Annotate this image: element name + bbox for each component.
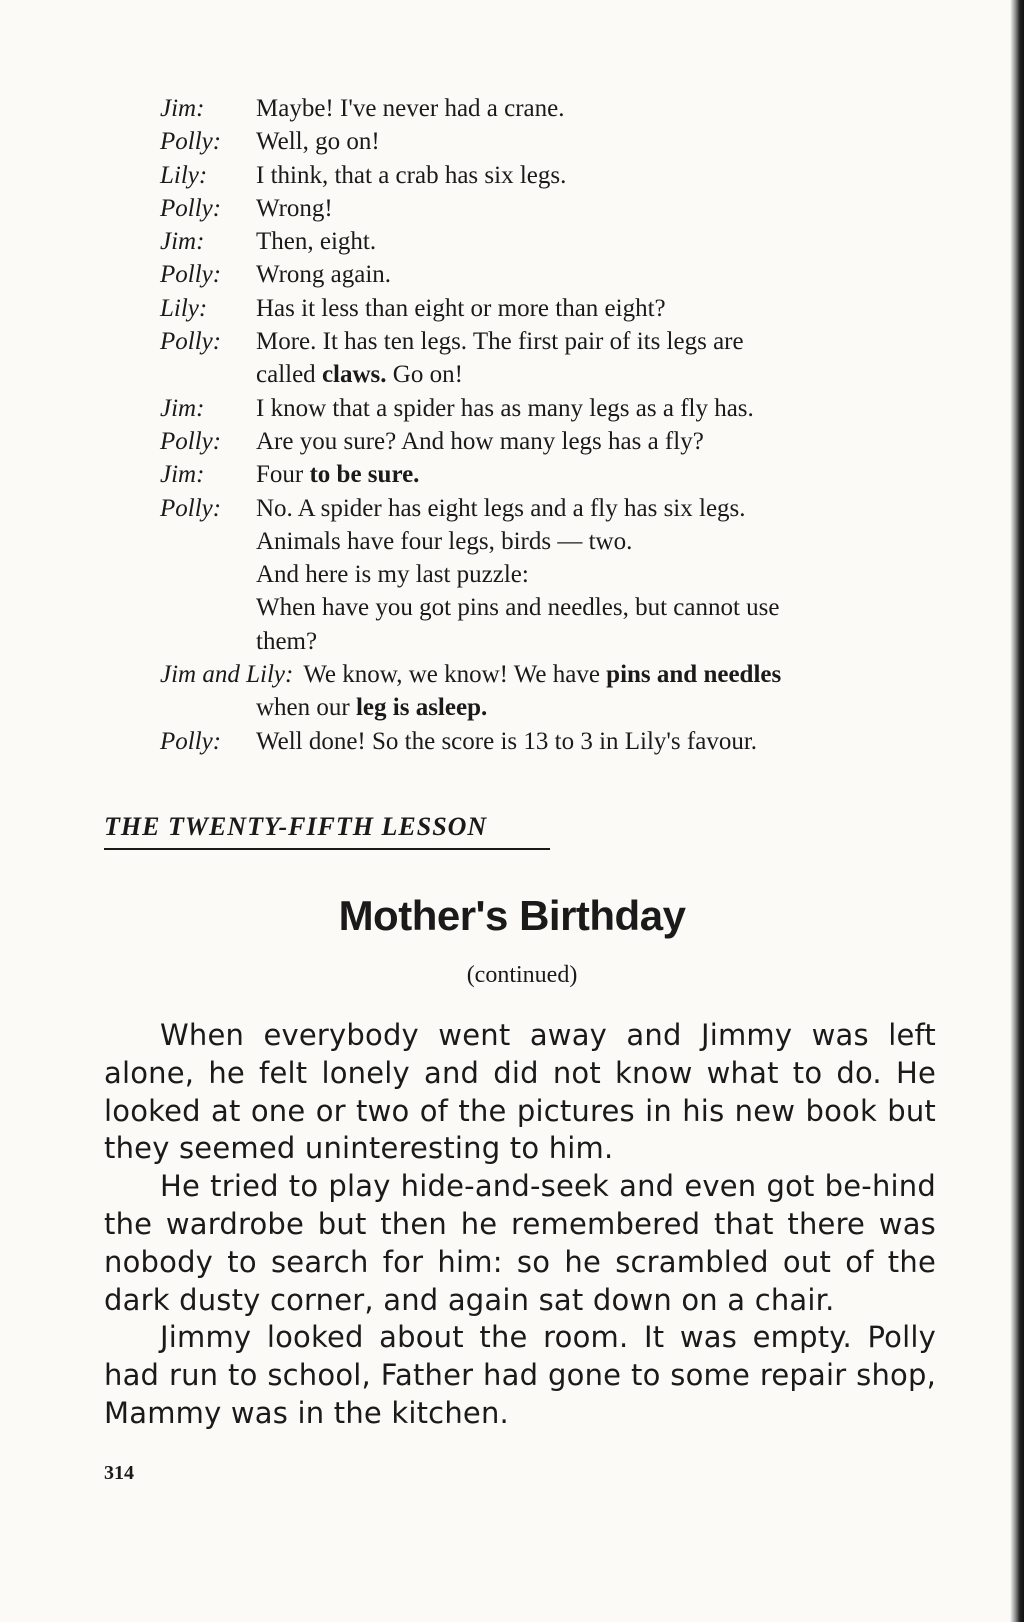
line-body [256, 725, 940, 758]
line-body [256, 425, 940, 458]
dialogue-line [160, 658, 940, 691]
dialogue-line [160, 392, 940, 425]
line-text: I think, that a crab has six legs. [256, 161, 567, 189]
speaker-name: Jim: [160, 461, 205, 489]
dialogue-line [160, 458, 940, 491]
line-body [256, 225, 940, 258]
line-text: Has it less than eight or more than eight? [256, 294, 666, 322]
dialogue-line [160, 292, 940, 325]
dialogue-block [160, 92, 940, 758]
line-text: Are you sure? And how many legs has a fly? [256, 427, 704, 455]
line-text: Wrong again. [256, 261, 392, 289]
speaker-name: Polly: [160, 128, 222, 156]
page-number: 314 [104, 1462, 134, 1484]
line-text: Four [256, 461, 310, 489]
line-body [303, 658, 940, 691]
dialogue-line [160, 92, 940, 125]
speaker-name: Polly: [160, 427, 222, 455]
dialogue-line [160, 358, 940, 391]
dialogue-line [160, 492, 940, 525]
dialogue-line [160, 192, 940, 225]
bold-phrase: leg is asleep. [355, 694, 488, 722]
line-text: Well, go on! [256, 128, 380, 156]
dialogue-line [160, 425, 940, 458]
line-text: Maybe! I've never had a crane. [256, 95, 565, 122]
line-body [256, 292, 940, 325]
line-text: And here is my last puzzle: [256, 561, 529, 589]
speaker-name: Polly: [160, 494, 222, 522]
line-body [256, 458, 940, 491]
line-text: No. A spider has eight legs and a fly has six legs. [256, 494, 746, 522]
dialogue-line [160, 591, 940, 624]
line-text: Animals have four legs, birds — two. [256, 527, 633, 555]
line-body [256, 392, 940, 425]
dialogue-line [160, 691, 940, 724]
dialogue-line [160, 725, 940, 758]
story-paragraph: When everybody went away and Jimmy was left alone, he felt lonely and did not know what to do. He looked at one or two of the pictures in his new book but they seemed uninteresting to him. [104, 1018, 936, 1166]
speaker-name: Jim: [160, 394, 205, 422]
story-subtitle: (continued) [466, 962, 578, 988]
line-text: We know, we know! We have [303, 661, 607, 689]
line-body [256, 159, 940, 192]
line-body [256, 92, 940, 125]
line-text: them? [256, 627, 318, 655]
dialogue-line [160, 125, 940, 158]
speaker-name: Polly: [160, 194, 222, 222]
line-body [256, 258, 940, 291]
line-body [256, 492, 940, 525]
dialogue-line [160, 625, 940, 658]
speaker-name: Polly: [160, 261, 222, 289]
speaker-name: Lily: [160, 294, 208, 322]
line-body [256, 125, 940, 158]
dialogue-line [160, 258, 940, 291]
line-body [256, 192, 940, 225]
dialogue-line [160, 225, 940, 258]
line-text: called [256, 361, 322, 389]
lesson-heading: THE TWENTY-FIFTH LESSON [104, 812, 550, 850]
page-binding-edge [1010, 0, 1024, 1622]
line-text: when our [256, 694, 356, 722]
story-text [104, 1017, 936, 1433]
line-text: Then, eight. [256, 228, 377, 256]
line-text: Wrong! [256, 194, 333, 222]
line-text: Well done! So the score is 13 to 3 in Lily's favour. [256, 727, 758, 755]
line-text: When have you got pins and needles, but cannot use [256, 594, 780, 622]
speaker-name: Jim: [160, 228, 205, 256]
line-body [256, 325, 940, 358]
dialogue-line [160, 558, 940, 591]
line-text: I know that a spider has as many legs as a fly has. [256, 394, 754, 422]
speaker-name: Polly: [160, 727, 222, 755]
speaker-name: Lily: [160, 161, 208, 189]
speaker-name: Polly: [160, 328, 222, 356]
speaker-name: Jim: [160, 95, 205, 122]
dialogue-line [160, 525, 940, 558]
story-paragraph: Jimmy looked about the room. It was empty. Polly had run to school, Father had gone to some repair shop, Mammy was in the kitchen. [104, 1320, 936, 1430]
story-title: Mother's Birthday [338, 892, 686, 939]
dialogue-line [160, 159, 940, 192]
line-text: Go on! [386, 361, 463, 389]
line-text: More. It has ten legs. The first pair of its legs are [256, 328, 744, 356]
bold-phrase: claws. [321, 361, 387, 389]
bold-phrase: pins and needles [606, 661, 782, 689]
speaker-name: Jim and Lily: [160, 661, 294, 689]
story-paragraph: He tried to play hide-and-seek and even got be-hind the wardrobe but then he remembered that there was nobody to search for him: so he scrambled out of the dark dusty corner, and again sat down on a chair. [104, 1169, 936, 1317]
bold-phrase: to be sure. [309, 461, 420, 489]
dialogue-line [160, 325, 940, 358]
